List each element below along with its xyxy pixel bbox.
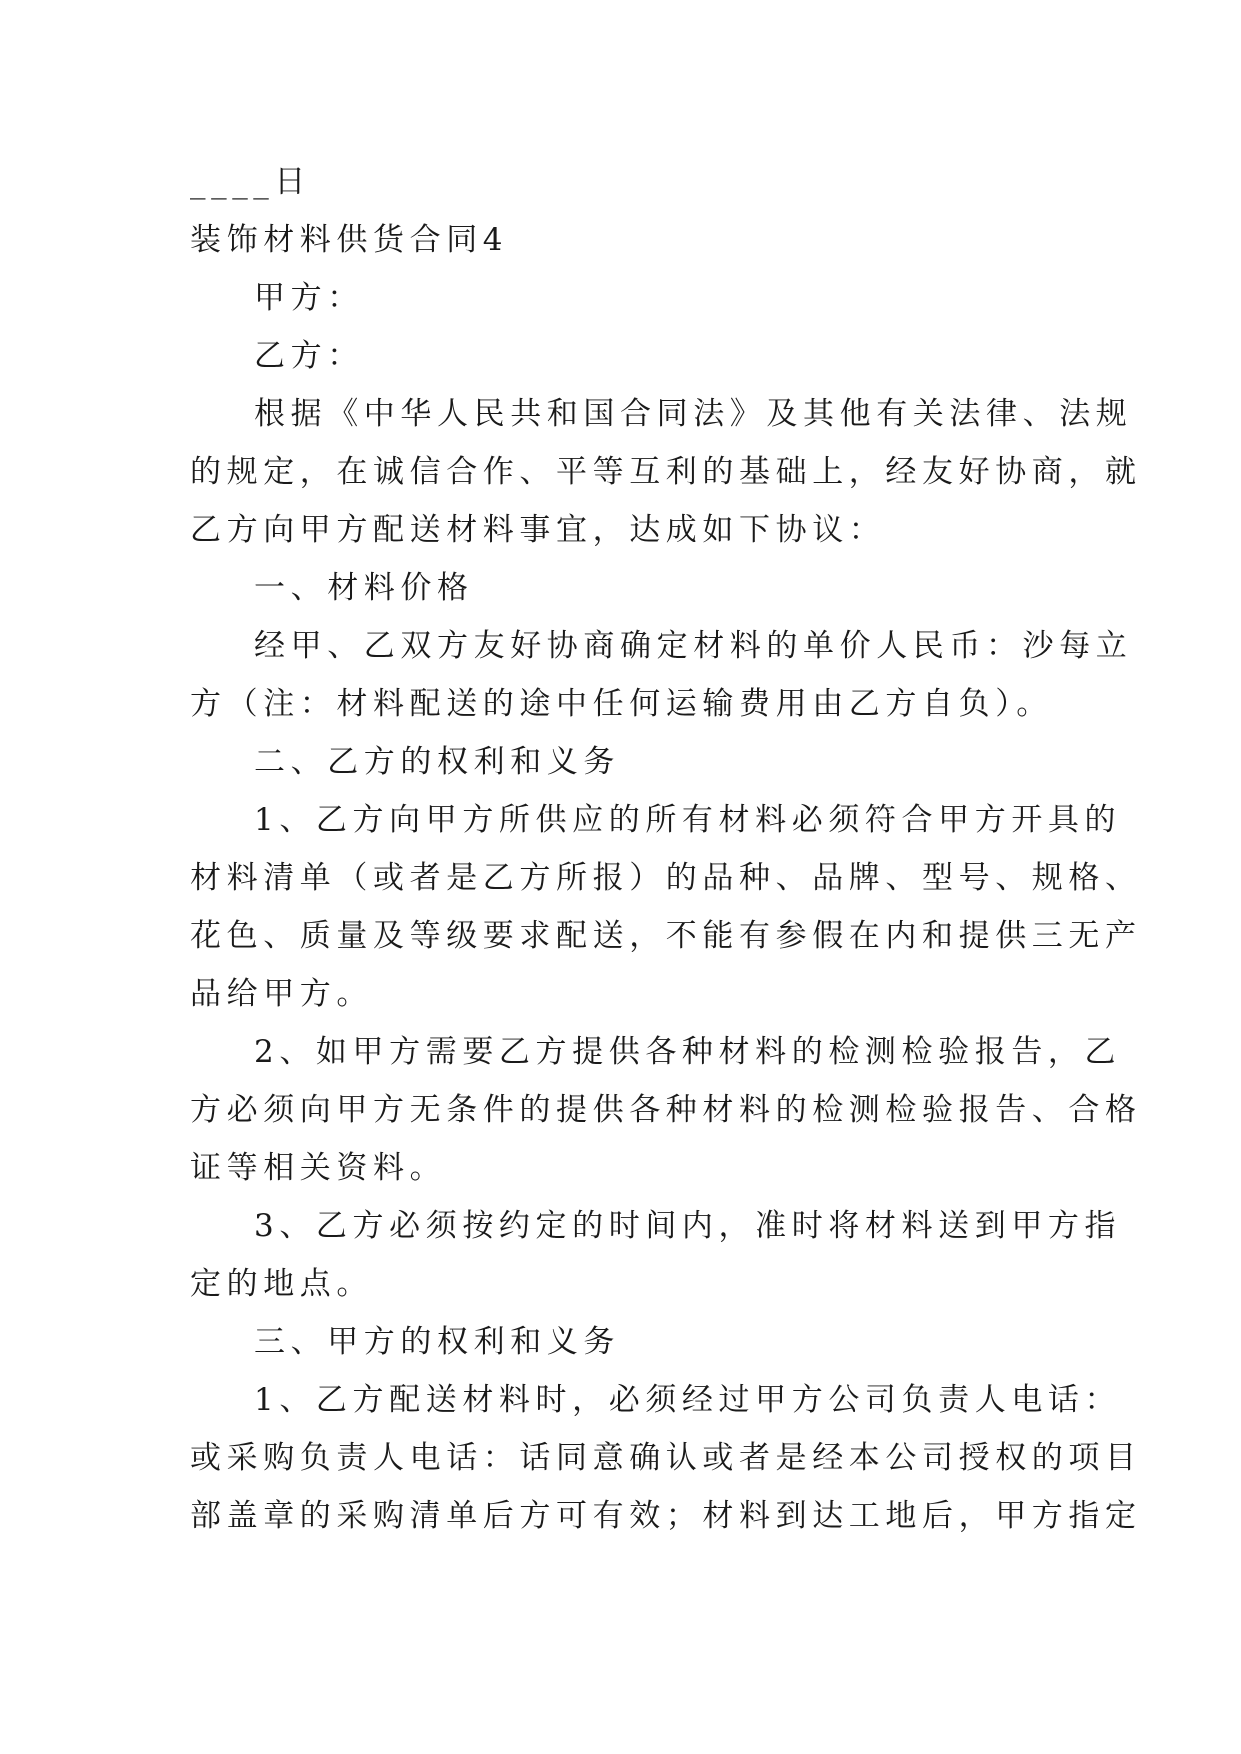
- party-b-line: 乙方：: [254, 338, 364, 374]
- paragraph-line: 经甲、乙双方友好协商确定材料的单价人民币：沙每立: [254, 628, 1133, 664]
- section-heading: 二、乙方的权利和义务: [254, 744, 620, 780]
- paragraph-line: 乙方向甲方配送材料事宜，达成如下协议：: [190, 512, 886, 548]
- paragraph-line: 方（注：材料配送的途中任何运输费用由乙方自负）。: [190, 686, 1053, 722]
- paragraph-line: 品给甲方。: [190, 976, 373, 1012]
- paragraph-line: 方必须向甲方无条件的提供各种材料的检测检验报告、合格: [190, 1092, 1142, 1128]
- paragraph-line: 或采购负责人电话：话同意确认或者是经本公司授权的项目: [190, 1440, 1142, 1476]
- paragraph-line: 1、乙方向甲方所供应的所有材料必须符合甲方开具的: [254, 802, 1122, 838]
- paragraph-line: 2、如甲方需要乙方提供各种材料的检测检验报告，乙: [254, 1034, 1122, 1070]
- date-line: ____日: [190, 164, 311, 200]
- section-heading: 三、甲方的权利和义务: [254, 1324, 620, 1360]
- paragraph-line: 部盖章的采购清单后方可有效；材料到达工地后，甲方指定: [190, 1498, 1142, 1534]
- party-a-line: 甲方：: [254, 280, 364, 316]
- paragraph-line: 花色、质量及等级要求配送，不能有参假在内和提供三无产: [190, 918, 1142, 954]
- paragraph-line: 证等相关资料。: [190, 1150, 447, 1186]
- paragraph-line: 材料清单（或者是乙方所报）的品种、品牌、型号、规格、: [190, 860, 1142, 896]
- paragraph-line: 定的地点。: [190, 1266, 373, 1302]
- section-heading: 一、材料价格: [254, 570, 474, 606]
- paragraph-line: 的规定，在诚信合作、平等互利的基础上，经友好协商，就: [190, 454, 1142, 490]
- paragraph-line: 根据《中华人民共和国合同法》及其他有关法律、法规: [254, 396, 1133, 432]
- paragraph-line: 1、乙方配送材料时，必须经过甲方公司负责人电话：: [254, 1382, 1122, 1418]
- document-title: 装饰材料供货合同4: [190, 222, 509, 258]
- paragraph-line: 3、乙方必须按约定的时间内，准时将材料送到甲方指: [254, 1208, 1122, 1244]
